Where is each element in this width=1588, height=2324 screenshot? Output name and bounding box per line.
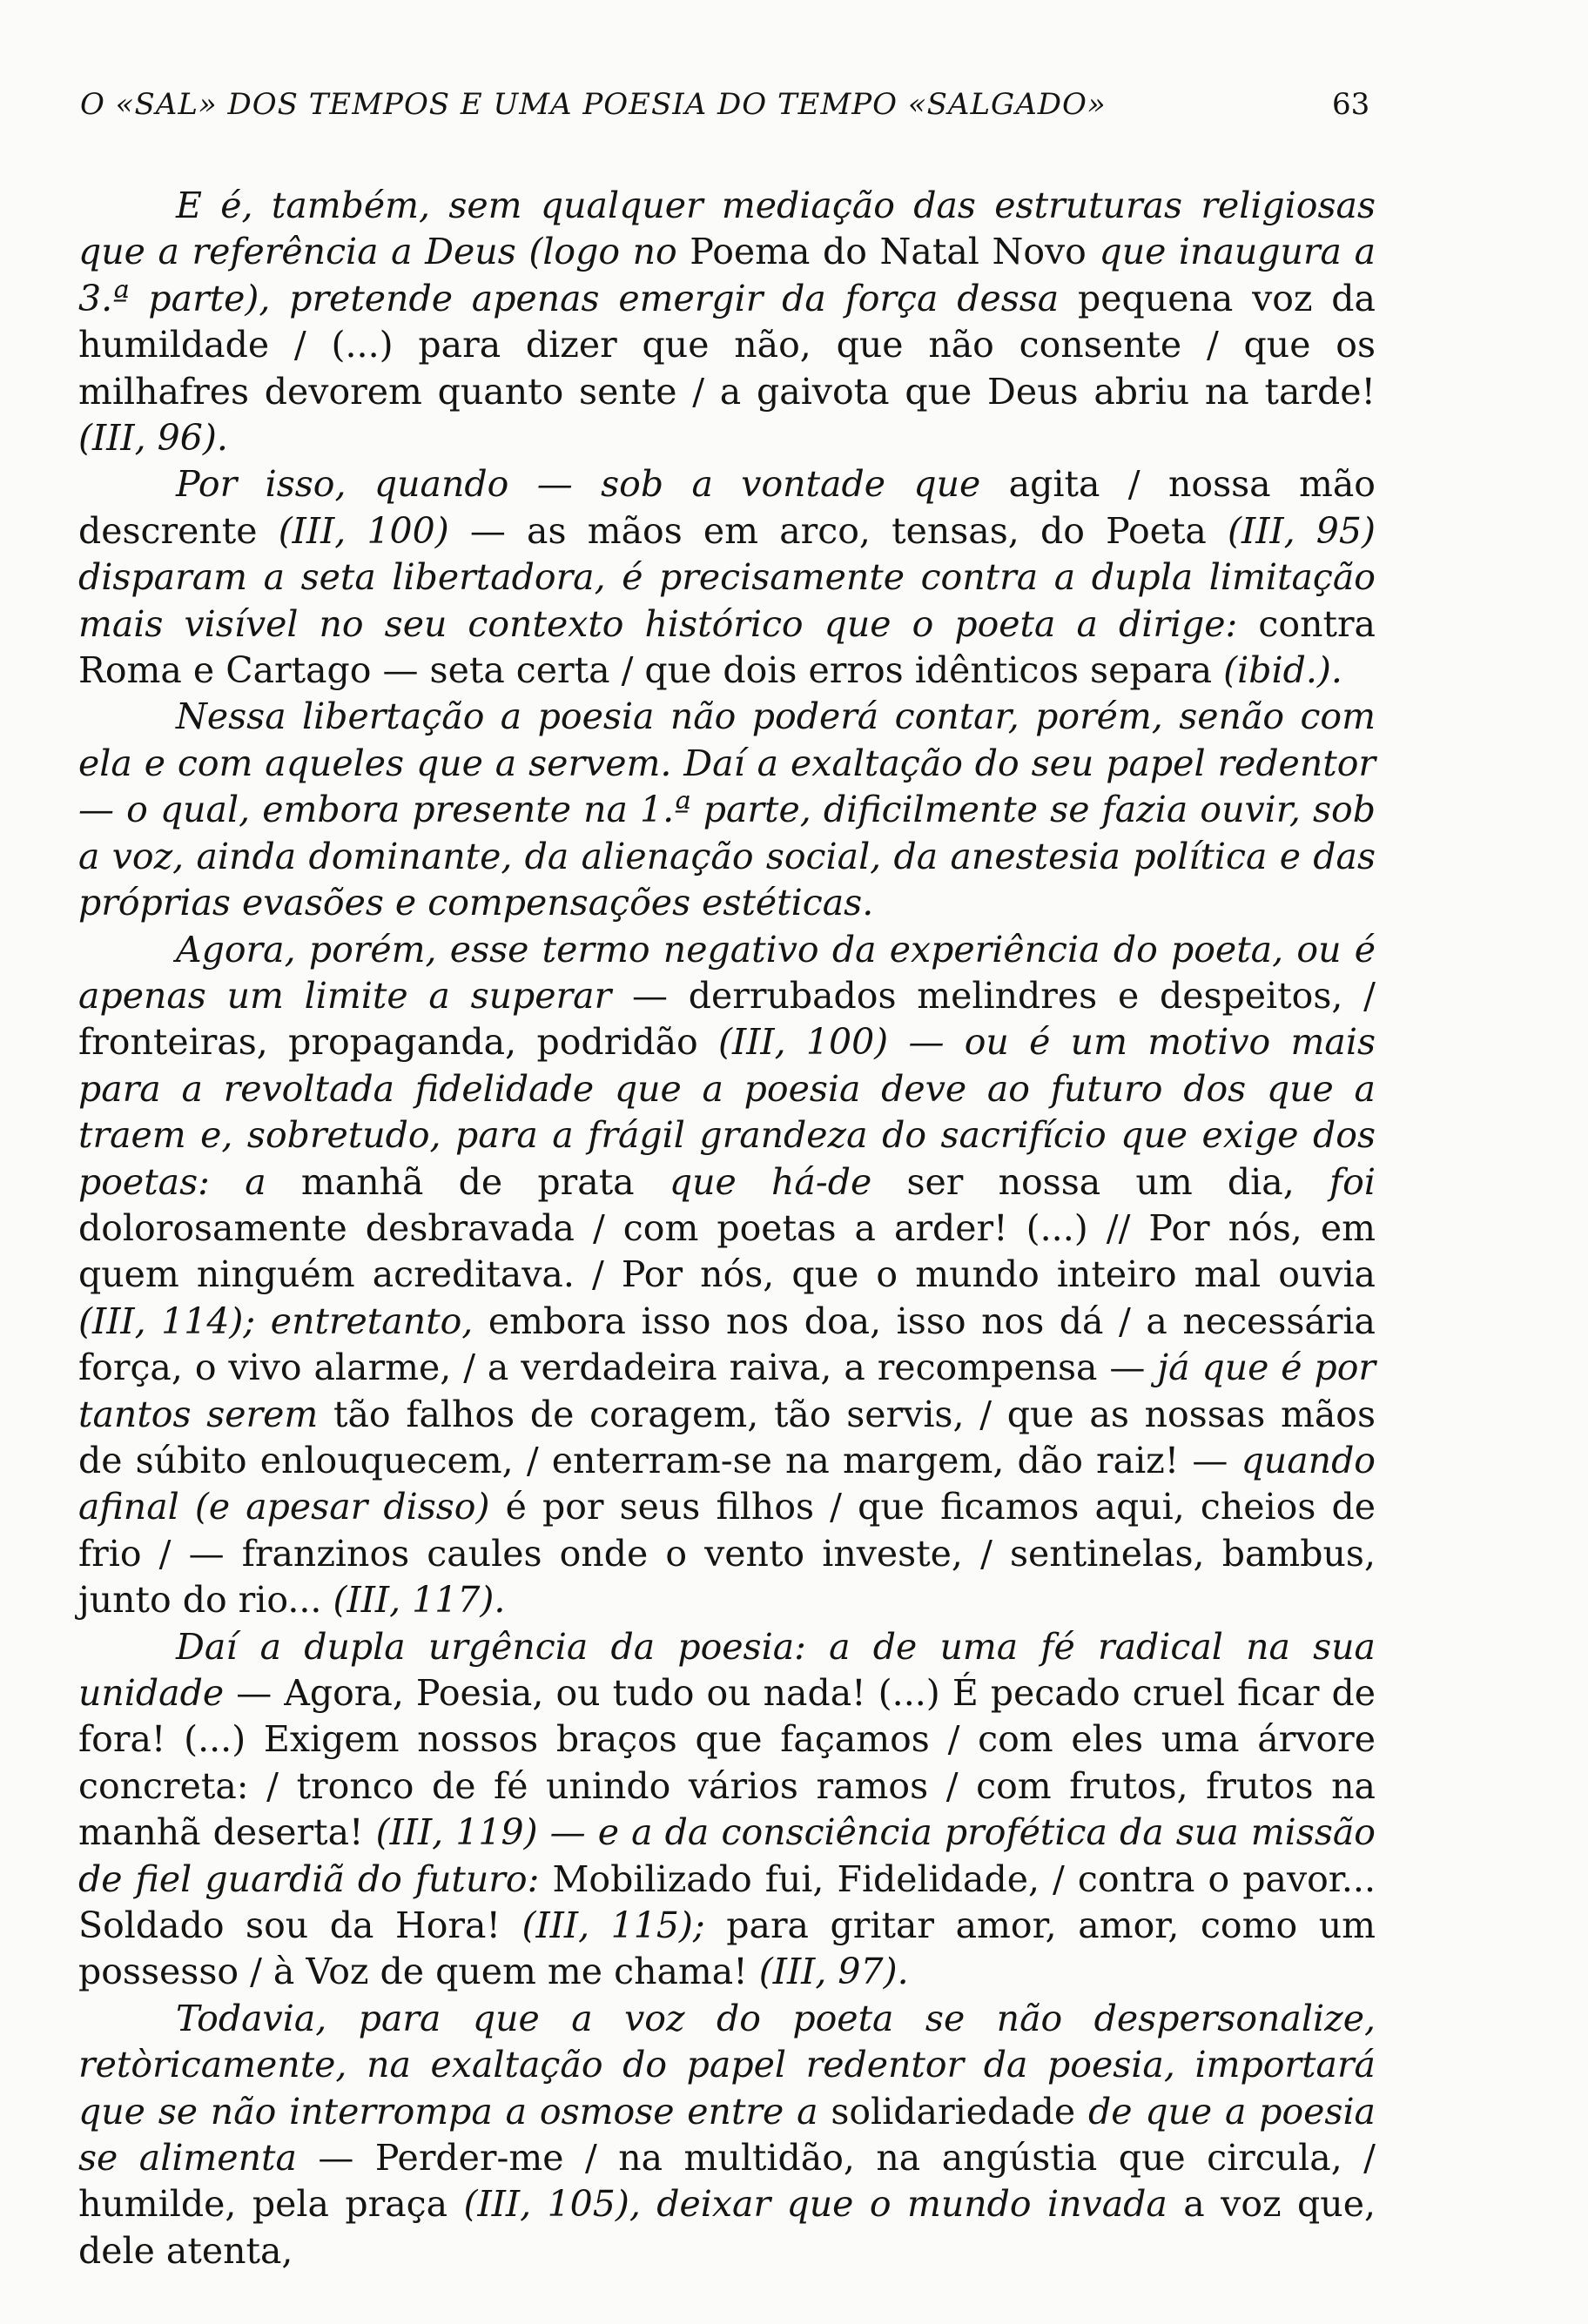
italic-text-run: (III, 115);	[521, 1904, 727, 1947]
roman-text-run: para gritar amor, amor, como um possesso / à Voz de quem me chama!	[78, 1904, 1376, 1993]
paragraph	[78, 927, 1376, 1624]
roman-text-run: é por seus filhos / que ficamos aqui, cheios de frio / — franzinos caules onde o vento investe, / sentinelas, bambus, junto do rio...	[78, 1486, 1376, 1622]
roman-text-run: — Agora, Poesia, ou tudo ou nada! (...) É pecado cruel ficar de fora! (...) Exigem nossos braços que façamos / com eles uma árvore concreta: / tronco de fé unindo vários ramos / com frutos, frutos na manhã deserta!	[78, 1672, 1376, 1854]
roman-text-run: — derrubados melindres e despeitos, / fronteiras, propaganda, podridão	[78, 974, 1376, 1064]
roman-text-run: embora isso nos doa, isso nos dá / a necessária força, o vivo alarme, / a verdadeira raiva, a recompensa —	[78, 1300, 1376, 1389]
body-text	[78, 183, 1376, 2274]
roman-text-run: — Perder-me / na multidão, na angústia que circula, / humilde, pela praça	[78, 2137, 1376, 2226]
italic-text-run: (III, 97).	[758, 1951, 909, 1993]
italic-text-run: (III, 100) — ou é um motivo mais para a revoltada fidelidade que a poesia deve ao futuro dos que a traem e, sobretudo, para a frágil grandeza do sacrifício que exige dos poetas: a	[78, 1021, 1376, 1203]
roman-text-run: manhã de prata	[300, 1160, 670, 1203]
paragraph	[78, 694, 1376, 926]
paragraph	[78, 1624, 1376, 1996]
italic-text-run: (III, 105), deixar que o mundo invada	[463, 2183, 1184, 2226]
roman-text-run: pequena voz da humildade / (...) para dizer que não, que não consente / que os milhafres devorem quanto sente / a gaivota que Deus abriu na tarde!	[78, 277, 1376, 413]
italic-text-run: E é, também, sem qualquer mediação das estruturas religiosas que a referência a Deus (logo no	[78, 185, 1376, 273]
italic-text-run: foi	[1329, 1160, 1376, 1203]
roman-text-run: Mobilizado fui, Fidelidade, / contra o pavor... Soldado sou da Hora!	[78, 1857, 1376, 1947]
italic-text-run: já que é por tantos serem	[78, 1347, 1376, 1435]
italic-text-run: de que a poesia se alimenta	[78, 2090, 1376, 2180]
italic-text-run: (III, 96).	[78, 417, 228, 460]
roman-text-run: solidariedade	[831, 2090, 1088, 2133]
italic-text-run: quando afinal (e apesar disso)	[78, 1439, 1376, 1528]
italic-text-run: (III, 95) disparam a seta libertadora, é precisamente contra a dupla limitação mais visível no seu contexto histórico que o poeta a dirige:	[78, 509, 1376, 645]
roman-text-run: Poema do Natal Novo	[690, 231, 1100, 273]
roman-text-run: agita / nossa mão descrente	[78, 463, 1376, 552]
italic-text-run: Por isso, quando — sob a vontade que	[176, 463, 1009, 506]
roman-text-run: contra Roma e Cartago — seta certa / que dois erros idênticos separa	[78, 602, 1376, 692]
italic-text-run: (III, 114); entretanto,	[78, 1300, 488, 1342]
italic-text-run: (III, 117).	[333, 1579, 506, 1622]
paragraph	[78, 461, 1376, 694]
roman-text-run: — as mãos em arco, tensas, do Poeta	[469, 509, 1228, 552]
italic-text-run: Todavia, para que a voz do poeta se não despersonalize, retòricamente, na exaltação do papel redentor da poesia, importará que se não interrompa a osmose entre a	[78, 1997, 1376, 2133]
italic-text-run: (III, 100)	[278, 509, 470, 552]
italic-text-run: que há-de	[669, 1160, 907, 1203]
italic-text-run: Nessa libertação a poesia não poderá contar, porém, senão com ela e com aqueles que a servem. Daí a exaltação do seu papel redentor — o qual, embora presente na 1.ª parte, dificilmente se fazia ouvir, sob a voz, ainda dominante, da alienação social, da anestesia política e das próprias evasões e compensações estéticas.	[78, 695, 1376, 924]
italic-text-run: (ibid.).	[1223, 649, 1342, 692]
roman-text-run: ser nossa um dia,	[906, 1160, 1329, 1203]
roman-text-run: dolorosamente desbravada / com poetas a arder! (...) // Por nós, em quem ninguém acreditava. / Por nós, que o mundo inteiro mal ouvia	[78, 1206, 1376, 1296]
roman-text-run: tão falhos de coragem, tão servis, / que as nossas mãos de súbito enlouquecem, / enterram-se na margem, dão raiz! —	[78, 1393, 1376, 1481]
italic-text-run: (III, 119) — e a da consciência profética da sua missão de fiel guardiã do futuro:	[78, 1811, 1376, 1900]
italic-text-run: que inaugura a 3.ª parte), pretende apenas emergir da força dessa	[78, 231, 1376, 319]
italic-text-run: Daí a dupla urgência da poesia: a de uma fé radical na sua unidade	[78, 1625, 1376, 1714]
paragraph	[78, 1996, 1376, 2274]
paragraph	[78, 183, 1376, 461]
italic-text-run: Agora, porém, esse termo negativo da experiência do poeta, ou é apenas um limite a superar	[78, 928, 1376, 1017]
roman-text-run: a voz que, dele atenta,	[78, 2183, 1376, 2272]
page-number: 63	[1332, 87, 1370, 122]
running-title: O «SAL» DOS TEMPOS E UMA POESIA DO TEMPO «SALGADO»	[80, 87, 1107, 122]
